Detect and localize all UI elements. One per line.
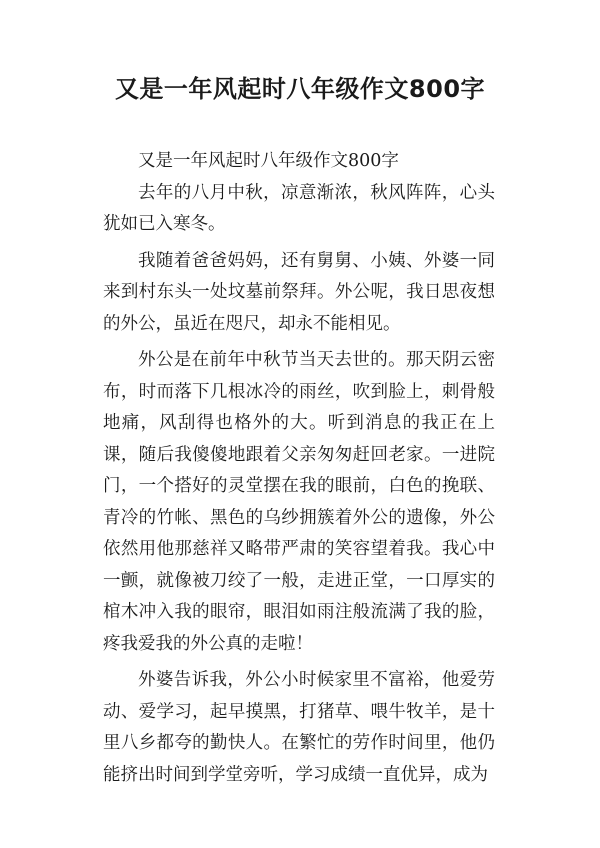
paragraph-2: 我随着爸爸妈妈，还有舅舅、小姨、外婆一同来到村东头一处坟墓前祭拜。外公呢，我日思夜想的外公，虽近在咫尺，却永不能相见。: [103, 250, 495, 334]
document-body: [103, 146, 495, 791]
paragraph-subtitle: 又是一年风起时八年级作文800字: [138, 151, 399, 171]
paragraph-1: 去年的八月中秋，凉意渐浓，秋风阵阵，心头犹如已入寒冬。: [103, 182, 495, 234]
document-title: 又是一年风起时八年级作文800字: [114, 75, 486, 103]
paragraph-4: 外婆告诉我，外公小时候家里不富裕，他爱劳动、爱学习，起早摸黑，打猪草、喂牛牧羊，是十里八乡都夸的勤快人。在繁忙的劳作时间里，他仍能挤出时间到学堂旁听，学习成绩一直优异，成为: [103, 670, 495, 785]
paragraph-3: 外公是在前年中秋节当天去世的。那天阴云密布，时而落下几根冰冷的雨丝，吹到脸上，刺骨般地痛，风刮得也格外的大。听到消息的我正在上课，随后我傻傻地跟着父亲匆匆赶回老家。一进院门，一个搭好的灵堂摆在我的眼前，白色的挽联、青冷的竹帐、黑色的乌纱拥簇着外公的遗像，外公依然用他那慈祥又略带严肃的笑容望着我。我心中一颤，就像被刀绞了一般，走进正堂，一口厚实的棺木冲入我的眼帘，眼泪如雨注般流满了我的脸，疼我爱我的外公真的走啦！: [103, 350, 495, 654]
